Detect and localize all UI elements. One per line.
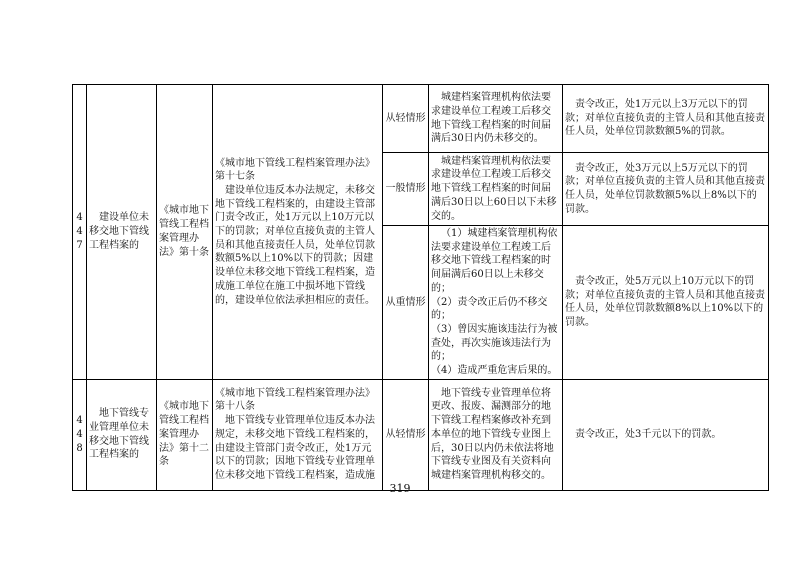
provision-title: 《城市地下管线工程档案管理办法》第十八条 [215,387,375,413]
violation-item: 建设单位未移交地下管线工程档案的 [87,85,157,380]
circumstance-condition: 地下管线专业管理单位将更改、报废、漏测部分的地下管线工程档案修改补充到本单位的地下管线专业图上后，30日以内仍未依法将地下管线专业图及有关资料向城建档案管理机构移交的。 [429,379,563,490]
violation-item: 地下管线专业管理单位未移交地下管线工程档案的 [87,379,157,490]
row-number: 447 [73,85,87,380]
circumstance-condition: （1）城建档案管理机构依法要求建设单位工程竣工后移交地下管线工程档案的时间届满后60日以上未移交的； （2）责令改正后仍不移交的； （3）曾因实施该违法行为被查处，再次实施该违法行为的； （4）造成严重危害后果的。 [429,226,563,380]
table-row [73,85,769,153]
legal-basis: 《城市地下管线工程档案管理办法》第十条 [157,85,213,380]
page-number: 319 [389,482,411,495]
circumstance-condition: 城建档案管理机构依法要求建设单位工程竣工后移交地下管线工程档案的时间届满后30日内仍未移交的。 [429,85,563,153]
penalty-standard: 责令改正，处3千元以下的罚款。 [563,379,769,490]
penalty-standard: 责令改正，处3万元以上5万元以下的罚款；对单位直接负责的主管人员和其他直接责任人员，处单位罚款数额5%以上8%以下的罚款。 [563,153,769,226]
table-row [73,379,769,490]
penalty-table [72,84,769,491]
penalty-standard: 责令改正，处1万元以上3万元以下的罚款；对单位直接负责的主管人员和其他直接责任人员，处单位罚款数额5%的罚款。 [563,85,769,153]
row-number: 448 [73,379,87,490]
circumstance-level: 从轻情形 [383,85,429,153]
circumstance-level: 从轻情形 [383,379,429,490]
penalty-provision [213,85,383,380]
provision-title: 《城市地下管线工程档案管理办法》第十七条 [215,157,375,183]
penalty-provision [213,379,383,490]
circumstance-level: 从重情形 [383,226,429,380]
provision-text: 地下管线专业管理单位违反本办法规定，未移交地下管线工程档案的，由建设主管部门责令改正，处1万元以下的罚款；因地下管线专业管理单位未移交地下管线工程档案，造成施 [215,415,375,481]
provision-text: 建设单位违反本办法规定，未移交地下管线工程档案的，由建设主管部门责令改正，处1万元以上10万元以下的罚款；对单位直接负责的主管人员和其他直接责任人员，处单位罚款数额5%以上10%以下的罚款；因建设单位未移交地下管线工程档案，造成施工单位在施工中损坏地下管线的，建设单位依法承担相应的责任。 [215,184,375,306]
circumstance-level: 一般情形 [383,153,429,226]
circumstance-condition: 城建档案管理机构依法要求建设单位工程竣工后移交地下管线工程档案的时间届满后30日以上60日以下未移交的。 [429,153,563,226]
penalty-standard: 责令改正，处5万元以上10万元以下的罚款；对单位直接负责的主管人员和其他直接责任人员，处单位罚款数额8%以上10%以下的罚款。 [563,226,769,380]
legal-basis: 《城市地下管线工程档案管理办法》第十二条 [157,379,213,490]
